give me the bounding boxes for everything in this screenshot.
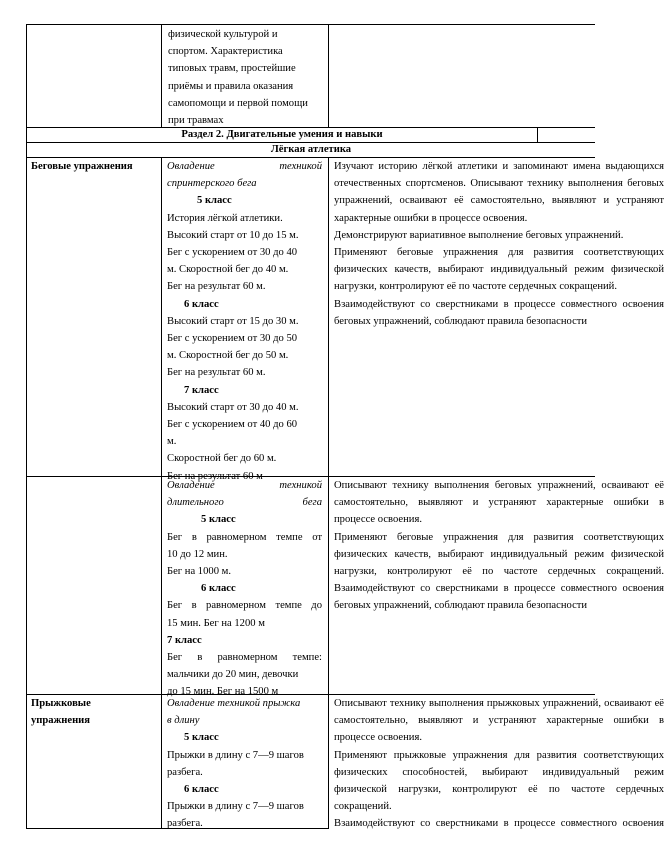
content-line: Бег в равномерном темпе от xyxy=(167,531,322,543)
content-line: Бег с ускорением от 30 до 50 xyxy=(167,333,298,345)
content-line: до 15 мин. Бег на 1500 м xyxy=(167,686,279,698)
activity-line: физических качеств, выбирают индивидуальный режим физической xyxy=(334,548,664,560)
activity-line: Применяют прыжковые упражнения для развития соответствующих xyxy=(334,749,664,761)
content-line: История лёгкой атлетики. xyxy=(167,212,283,224)
row-content-long-run xyxy=(167,477,322,701)
content-line: Бег на результат 60 м. xyxy=(167,367,266,379)
content-topic-line: Овладение техникой xyxy=(167,161,322,172)
content-line: Высокий старт от 30 до 40 м. xyxy=(167,401,299,413)
intro-line: физической культурой и xyxy=(168,29,278,40)
row-content-sprint xyxy=(167,158,322,485)
content-line: Бег на результат 60 м xyxy=(167,470,263,482)
content-line: Высокий старт от 10 до 15 м. xyxy=(167,229,299,241)
activity-line: физических способностей, выбирают индивидуальный режим xyxy=(334,766,664,778)
content-line: м. Скоростной бег до 40 м. xyxy=(167,264,289,276)
activity-line: Демонстрируют вариативное выполнение беговых упражнений. xyxy=(334,229,624,241)
activity-line: физической нагрузки, контролируют её по частоте сердечных xyxy=(334,784,664,796)
intro-line: самопомощи и первой помощи xyxy=(168,97,308,109)
content-line: разбега. xyxy=(167,818,203,830)
activity-line: физических качеств, выбирают индивидуальный режим физической xyxy=(334,264,664,276)
grade-heading: 6 класс xyxy=(201,583,236,595)
row-content-long-jump xyxy=(167,695,322,833)
activities-column xyxy=(328,0,664,842)
subsection-header: Лёгкая атлетика xyxy=(270,144,352,155)
activity-line: Описывают технику выполнения беговых упражнений, осваивают её xyxy=(334,480,664,491)
content-line: м. xyxy=(167,436,177,448)
intro-cell xyxy=(168,26,308,129)
content-topic-line: спринтерского бега xyxy=(167,178,257,190)
content-line: Бег с ускорением от 40 до 60 xyxy=(167,419,298,431)
content-line: 15 мин. Бег на 1200 м xyxy=(167,617,265,629)
column-divider-1 xyxy=(161,24,162,127)
row-label-running: Беговые упражнения xyxy=(31,161,133,172)
grade-heading: 5 класс xyxy=(184,732,219,744)
activity-line: Взаимодействуют со сверстниками в процессе совместного освоения xyxy=(334,583,664,595)
content-line: разбега. xyxy=(167,766,203,778)
intro-line: спортом. Характеристика xyxy=(168,46,283,58)
content-line: Прыжки в длину с 7—9 шагов xyxy=(167,749,304,761)
activity-line: сокращений. xyxy=(334,801,392,813)
activity-line: нагрузки, контролируют её по частоте сердечных сокращений. xyxy=(334,281,617,293)
activity-line: беговых упражнений, соблюдают правила безопасности xyxy=(334,600,588,612)
content-line: м. Скоростной бег до 50 м. xyxy=(167,350,289,362)
content-line: Бег с ускорением от 30 до 40 xyxy=(167,247,298,259)
row-label-jumping xyxy=(31,695,91,729)
row-label-line: упражнения xyxy=(31,715,91,727)
content-line: Бег в равномерном темпе до xyxy=(167,600,322,612)
activity-line: упражнений, осваивают её самостоятельно, выявляют и устраняют xyxy=(334,195,664,207)
grade-heading: 7 класс xyxy=(167,634,202,646)
activity-line: Изучают историю лёгкой атлетики и запоминают имена выдающихся xyxy=(334,161,664,172)
grade-heading: 7 класс xyxy=(184,384,219,396)
activity-line: самостоятельно, выявляют и устраняют характерные ошибки в xyxy=(334,497,664,509)
content-line: 10 до 12 мин. xyxy=(167,548,228,560)
activity-line: отечественных спортсменов. Описывают технику выполнения беговых xyxy=(334,178,664,190)
activities-row-1 xyxy=(334,158,664,330)
activity-line: самостоятельно, выявляют и устраняют характерные ошибки в xyxy=(334,715,664,727)
activity-line: характерные ошибки в процессе освоения. xyxy=(334,212,528,224)
intro-line: при травмах xyxy=(168,115,224,127)
grade-heading: 6 класс xyxy=(184,784,219,796)
activity-line: Применяют беговые упражнения для развития соответствующих xyxy=(334,247,664,259)
intro-line: приёмы и правила оказания xyxy=(168,80,294,92)
activity-line: беговых упражнений, соблюдают правила безопасности xyxy=(334,315,588,327)
content-topic-line: Овладение техникой прыжка xyxy=(167,698,301,709)
activities-row-3 xyxy=(334,695,664,833)
content-topic-line: в длину xyxy=(167,715,200,727)
section-header: Раздел 2. Двигательные умения и навыки xyxy=(181,129,383,140)
grade-heading: 5 класс xyxy=(201,514,236,526)
activity-line: процессе освоения. xyxy=(334,732,422,744)
grade-heading: 6 класс xyxy=(184,298,219,310)
content-topic-line: Овладение техникой xyxy=(167,480,322,491)
content-line: Бег в равномерном темпе: xyxy=(167,652,322,664)
activity-line: Взаимодействуют со сверстниками в процессе совместного освоения xyxy=(334,298,664,310)
activity-line: процессе освоения. xyxy=(334,514,422,526)
activities-row-2 xyxy=(334,477,664,615)
content-topic-line: длительного бега xyxy=(167,497,322,509)
row-label-line: Прыжковые xyxy=(31,698,91,709)
intro-line: типовых травм, простейшие xyxy=(168,63,296,75)
activity-line: нагрузки, контролируют её по частоте сердечных сокращений. xyxy=(334,566,664,578)
grade-heading: 5 класс xyxy=(197,195,232,207)
content-line: Бег на результат 60 м. xyxy=(167,281,266,293)
column-divider-1-rows xyxy=(161,157,162,828)
activity-line: Взаимодействуют со сверстниками в процессе совместного освоения xyxy=(334,818,664,830)
content-line: Прыжки в длину с 7—9 шагов xyxy=(167,801,304,813)
content-line: Высокий старт от 15 до 30 м. xyxy=(167,315,299,327)
activity-line: Применяют беговые упражнения для развития соответствующих xyxy=(334,531,664,543)
content-line: мальчики до 20 мин, девочки xyxy=(167,669,299,681)
content-line: Бег на 1000 м. xyxy=(167,566,231,578)
activity-line: Описывают технику выполнения прыжковых упражнений, осваивают её xyxy=(334,698,664,709)
content-line: Скоростной бег до 60 м. xyxy=(167,453,277,465)
